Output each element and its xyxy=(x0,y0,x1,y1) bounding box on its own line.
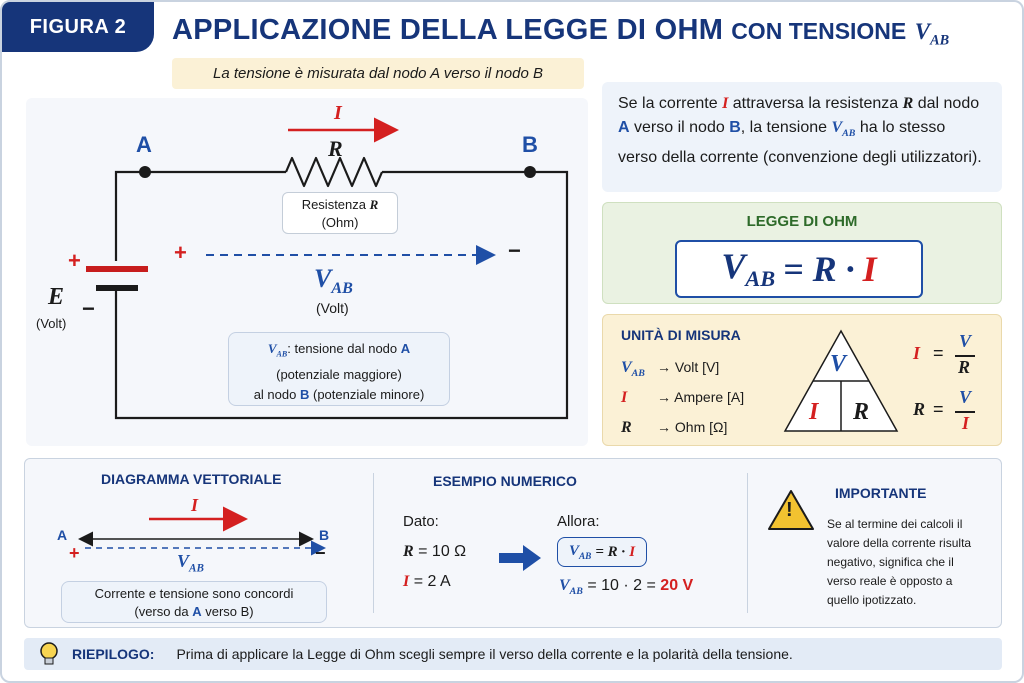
summary-text: Prima di applicare la Legge di Ohm scegli sempre il verso della corrente e la polarità della tensione. xyxy=(176,646,793,662)
summary-bar xyxy=(24,638,1002,670)
expl-p2: attraversa la resistenza xyxy=(732,95,899,112)
divider-1 xyxy=(373,473,374,613)
f1-lhs: I xyxy=(913,343,921,363)
vector-title: DIAGRAMMA VETTORIALE xyxy=(101,471,282,487)
resistor-label-box xyxy=(282,192,398,234)
unit-text-v: → Volt [V] xyxy=(657,359,720,375)
ex-f-v-sub: AB xyxy=(578,551,592,562)
important-line-1: Se al termine dei calcoli il xyxy=(827,517,963,531)
battery-plus: + xyxy=(68,248,81,273)
expl-a: A xyxy=(618,119,630,136)
vector-note-box xyxy=(61,581,327,623)
summary-label: RIEPILOGO: xyxy=(72,646,155,662)
unit-text-r: → Ohm [Ω] xyxy=(657,419,728,435)
node-b-label: B xyxy=(522,132,538,157)
expl-p1: Se la corrente xyxy=(618,95,718,112)
vector-v: V xyxy=(177,551,190,571)
example-r-line xyxy=(403,543,466,561)
vector-voltage-label xyxy=(177,551,204,575)
ohm-v-sub: AB xyxy=(745,266,776,292)
ohm-v-letter: V xyxy=(721,246,746,287)
important-line-3: negativo, significa che il xyxy=(827,555,954,569)
formula-resistance xyxy=(913,387,993,437)
example-arrow-icon xyxy=(499,545,543,571)
vector-note-a: A xyxy=(192,604,202,619)
f2-num: V xyxy=(959,387,972,407)
ohm-i: I xyxy=(862,249,877,289)
bottom-panel xyxy=(24,458,1002,628)
expl-v-sub: AB xyxy=(842,128,856,140)
ex-r-result: 20 V xyxy=(660,577,694,594)
triangle-v: V xyxy=(830,351,847,377)
note-v-letter: V xyxy=(267,341,277,356)
ohm-law-title: LEGGE DI OHM xyxy=(746,213,858,230)
lightbulb-icon xyxy=(38,641,60,667)
important-text xyxy=(827,515,971,610)
ex-r-v xyxy=(559,577,583,598)
warning-mark: ! xyxy=(786,499,793,521)
example-given: Dato: xyxy=(403,513,439,530)
subtitle-banner: La tensione è misurata dal nodo A verso il nodo B xyxy=(172,58,584,89)
note-text-1: : tensione dal nodo xyxy=(287,341,398,356)
vector-node-b: B xyxy=(319,527,330,543)
battery-positive-plate xyxy=(86,266,148,272)
note-node-a: A xyxy=(400,341,411,356)
source-unit: (Volt) xyxy=(36,316,67,331)
voltage-label xyxy=(314,264,353,298)
f2-eq: = xyxy=(933,399,944,419)
node-a-label: A xyxy=(136,132,152,157)
important-title: IMPORTANTE xyxy=(835,485,927,501)
ex-r-v-sub: AB xyxy=(569,586,583,598)
resistor-unit: (Ohm) xyxy=(321,215,359,230)
expl-p4: verso il nodo xyxy=(634,119,725,136)
vector-note-line2 xyxy=(62,603,326,621)
vector-node-a: A xyxy=(57,527,68,543)
triangle-r: R xyxy=(853,399,870,425)
page-title xyxy=(172,14,949,50)
expl-p5: , la tensione xyxy=(740,119,828,136)
vector-v-sub: AB xyxy=(189,562,204,575)
note-v-sub: AB xyxy=(276,349,288,359)
unit-row-r xyxy=(621,419,727,437)
current-label: I xyxy=(334,102,342,124)
unit-sym-i: I xyxy=(621,389,628,406)
expl-p3: dal nodo xyxy=(917,95,980,112)
example-r-val: = 10 Ω xyxy=(418,543,467,560)
note-v xyxy=(267,341,288,359)
ohm-v xyxy=(721,245,775,292)
ex-r-eq: = 10 · 2 = xyxy=(587,577,656,594)
expl-i: I xyxy=(722,95,729,112)
title-v-letter: V xyxy=(914,19,931,44)
note-node-b: B xyxy=(299,386,310,402)
ohm-law-formula xyxy=(675,240,923,298)
ex-f-v xyxy=(569,543,591,562)
battery-minus: − xyxy=(82,296,95,321)
divider-2 xyxy=(747,473,748,613)
expl-p6: ha lo stesso verso della corrente (convenzione degli utilizzatori). xyxy=(618,119,982,167)
battery-negative-plate xyxy=(96,285,138,291)
unit-sym-r: R xyxy=(621,419,632,436)
resistor-label-line1 xyxy=(283,196,397,214)
f2-den: I xyxy=(962,413,970,433)
unit-sym-v xyxy=(621,359,657,379)
unit-row-v xyxy=(621,359,719,379)
resistor-letter: R xyxy=(369,197,379,212)
example-i-val: = 2 A xyxy=(413,573,451,590)
f1-eq: = xyxy=(933,343,944,363)
f1-den: R xyxy=(958,357,971,377)
title-tail: CON TENSIONE xyxy=(731,18,907,44)
title-v-sub: AB xyxy=(930,32,950,49)
explanation-box xyxy=(602,82,1002,192)
voltage-note-line1 xyxy=(229,339,449,365)
voltage-unit: (Volt) xyxy=(316,300,349,316)
expl-v-letter: V xyxy=(831,119,843,136)
figure-tag: FIGURA 2 xyxy=(2,2,154,52)
note-text-4: (potenziale minore) xyxy=(313,386,425,402)
source-label: E xyxy=(48,284,65,310)
unit-text-i: → Ampere [A] xyxy=(657,389,745,405)
voltage-plus: + xyxy=(174,240,187,265)
example-title: ESEMPIO NUMERICO xyxy=(433,473,577,489)
voltage-note-line3 xyxy=(229,385,449,405)
node-b-dot xyxy=(524,166,536,178)
node-a-dot xyxy=(139,166,151,178)
title-main: APPLICAZIONE DELLA LEGGE DI OHM xyxy=(172,14,724,46)
ex-f-v-letter: V xyxy=(568,542,579,559)
important-line-5: quello ipotizzato. xyxy=(827,593,917,607)
note-text-2: (potenziale maggiore) xyxy=(276,366,402,382)
vector-note-1: Corrente e tensione sono concordi xyxy=(94,586,294,601)
resistor-symbol-label: R xyxy=(328,136,343,161)
ex-f-eq: = R · xyxy=(595,543,626,560)
formula-current xyxy=(913,331,993,381)
vector-plus: + xyxy=(69,543,80,563)
ohm-eq: = R · xyxy=(783,249,855,289)
example-result xyxy=(559,577,693,597)
f2-lhs: R xyxy=(913,399,926,419)
example-formula-box xyxy=(557,537,647,567)
voltage-v: V xyxy=(314,264,332,293)
example-r-sym: R xyxy=(403,543,414,560)
important-line-2: valore della corrente risulta xyxy=(827,536,972,550)
example-i-line xyxy=(403,573,451,591)
circuit-panel xyxy=(26,98,588,446)
ex-r-v-letter: V xyxy=(559,577,570,594)
unit-row-i xyxy=(621,389,744,407)
example-i-sym: I xyxy=(403,573,410,590)
vector-current-label: I xyxy=(191,495,199,515)
voltage-sub: AB xyxy=(331,280,353,298)
unit-sym-v-sub: AB xyxy=(631,368,645,380)
voltage-note-box xyxy=(228,332,450,406)
voltage-minus: − xyxy=(508,238,521,263)
expl-r: R xyxy=(902,95,914,112)
vector-note-2b: verso B) xyxy=(205,604,254,619)
vector-minus: − xyxy=(315,543,326,563)
title-v xyxy=(914,19,950,49)
vector-note-2a: (verso da xyxy=(134,604,189,619)
units-box xyxy=(602,314,1002,446)
unit-sym-v-letter: V xyxy=(621,359,632,376)
units-title: UNITÀ DI MISURA xyxy=(621,327,741,343)
ohm-triangle xyxy=(781,327,901,435)
important-line-4: verso reale è opposto a xyxy=(827,574,953,588)
triangle-i: I xyxy=(809,399,819,425)
ex-f-i: I xyxy=(629,543,636,560)
note-text-3: al nodo xyxy=(253,386,297,402)
f1-num: V xyxy=(959,331,972,351)
expl-v xyxy=(831,119,856,140)
resistor-word: Resistenza xyxy=(301,197,366,212)
example-then: Allora: xyxy=(557,513,600,530)
expl-b: B xyxy=(729,119,741,136)
ohm-law-box xyxy=(602,202,1002,304)
